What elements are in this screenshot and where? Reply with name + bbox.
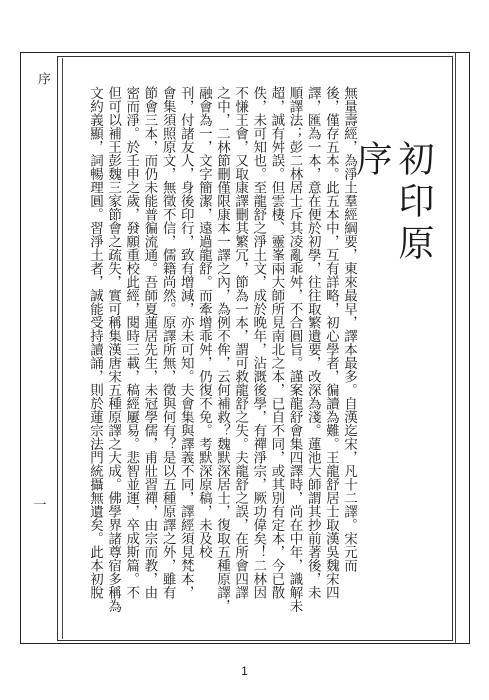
text-column: 超，誠有舛誤。但雲棲、靈峯兩大師所見南北之本，已自不同，或其別有定本，今已散	[268, 86, 285, 599]
text-column: 之中，二林節刪僅限康本一譯之內，為例不侔，云何補救？魏默深居士，復取五種原譯，	[213, 86, 230, 613]
text-column: 佚，未可知也。至龍舒之淨土文，成於晚年，沾溉後學，有禪淨宗，厥功偉矣！二林因	[250, 86, 267, 599]
gutter-divider	[62, 58, 63, 639]
text-column: 但可以補王彭魏三家節會之疏失，實可稱集漢唐宋五種原譯之大成。佛學界諸尊宿多稱為	[105, 86, 122, 613]
text-column: 節會三本，而仍未能普徧流通。吾師夏蓮居先生，未冠學儒，甫壯習禪，由宗而教，由	[141, 86, 158, 599]
text-column: 文約義顯，詞暢理圓。習淨土者，誠能受持讀誦，則於蓮宗法門統攝無遺矣。此本初脫	[87, 86, 103, 599]
text-column: 無量壽經，為淨土羣經綱要，東來最早，譯本最多。自漢迄宋，凡十二譯。宋元而	[340, 86, 357, 572]
text-column: 融會為一，文字簡潔，遠過龍舒。而牽增乖舛，仍復不免。考默深原稿，未及校	[195, 86, 212, 559]
text-column: 後，僅存五本。此五本中，互有詳略，初心學者，徧讀為難。王龍舒居士取漢吳魏宋四	[322, 86, 339, 599]
section-heading: 初印原序	[351, 140, 434, 266]
text-column: 會集須照原文，無徵不信，儒籍尚然。原譯所無，徵與何有？是以五種原譯之外，雖有	[159, 86, 176, 599]
text-columns	[88, 86, 356, 626]
side-title: 序	[35, 72, 50, 85]
text-column: 密而淨。於壬申之歲，發願重校此經，閱時三載，稿經屢易。悲智並運，卒成斯篇。不	[123, 86, 140, 599]
fold-line	[455, 52, 456, 644]
text-column: 譯，匯為一本，意在便於初學，往往取繁遺要，改深為淺。蓮池大師謂其抄前著後，未	[304, 86, 321, 599]
text-column: 刊，付諸友人，身後印行，致有增減，亦未可知。夫會集與譯義不同，譯經須見梵本，	[177, 86, 194, 599]
side-folio: 一	[33, 498, 47, 513]
text-column: 順譯法；彭二林居士斥其凌亂乖舛，不合圓旨。謹案龍舒會集四譯時，尚在中年，識解未	[286, 86, 303, 613]
text-column: 不慊王會，又取康譯刪其繁冗，節為一本，謂可救龍舒之失。夫龍舒之誤，在所會四譯	[232, 86, 249, 599]
page-number: 1	[241, 664, 248, 678]
